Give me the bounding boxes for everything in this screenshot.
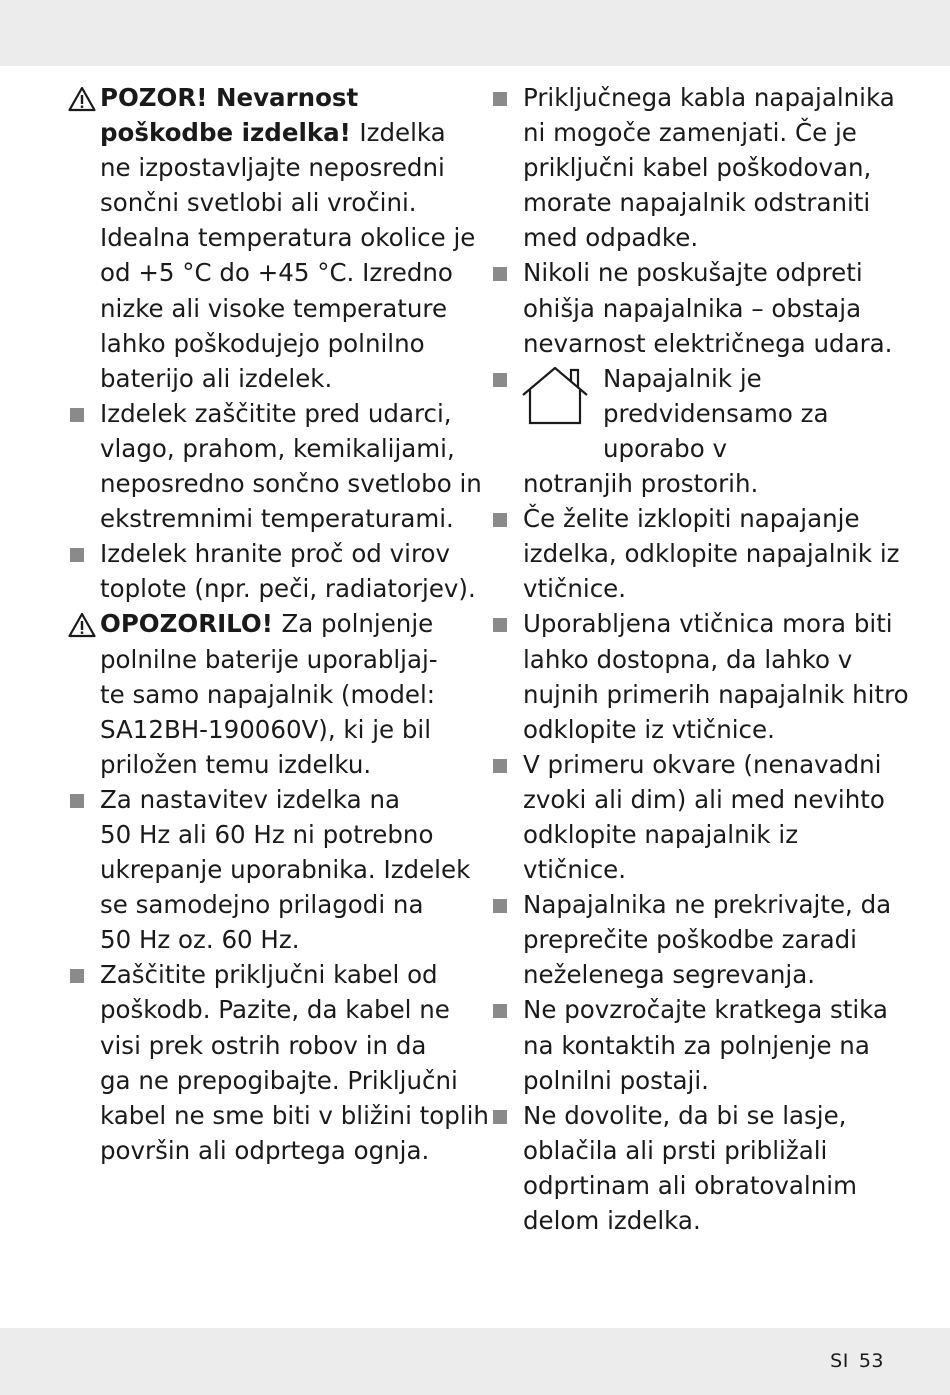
text-line (523, 606, 901, 641)
bullet-square-icon (493, 267, 507, 281)
text-line (523, 887, 901, 922)
bold-text: OPOZORILO! (100, 609, 282, 639)
bullet-square-icon (493, 1110, 507, 1124)
text-line (100, 291, 468, 326)
body-text: priložen temu izdelku. (100, 749, 372, 779)
bullet-item (68, 536, 476, 606)
language-code: SI (830, 1350, 849, 1372)
bullet-item (68, 396, 482, 536)
text-line (523, 677, 909, 712)
text-line (523, 1133, 901, 1168)
warning-triangle-icon (68, 86, 96, 112)
text-line (100, 1028, 468, 1063)
bullet-square-icon (493, 899, 507, 913)
body-text: sončni svetlobi ali vročini. (100, 188, 417, 218)
body-text: Ne povzročajte kratkega stika (523, 995, 888, 1025)
text-line (523, 80, 901, 115)
warning-triangle-icon (68, 612, 96, 638)
body-text: V primeru okvare (nenavadni (523, 749, 882, 779)
text-line (523, 255, 901, 290)
text-line (523, 536, 901, 571)
bullet-square-icon (493, 373, 507, 387)
body-text: odklopite iz vtičnice. (523, 714, 775, 744)
text-line (100, 466, 482, 501)
text-line (100, 606, 468, 641)
body-text: Uporabljena vtičnica mora biti (523, 609, 893, 639)
bullet-square-icon (493, 1004, 507, 1018)
text-line (100, 992, 468, 1027)
bullet-square-icon (493, 618, 507, 632)
text-line (100, 782, 468, 817)
body-text: Napajalnik je predviden (603, 363, 762, 428)
body-text: zvoki ali dim) ali med nevihto (523, 784, 885, 814)
body-text: preprečite poškodbe zaradi (523, 925, 857, 955)
text-line (100, 747, 468, 782)
body-text: ne izpostavljajte neposredni (100, 153, 445, 183)
text-line (100, 852, 471, 887)
body-text: notranjih prostorih. (523, 469, 759, 499)
text-line (523, 747, 901, 782)
text-line (100, 326, 468, 361)
text-line (523, 185, 901, 220)
body-text: polnilni postaji. (523, 1065, 709, 1095)
body-text: Izdelka (359, 118, 446, 148)
text-line (523, 642, 901, 677)
text-line (100, 642, 468, 677)
text-line (100, 571, 476, 606)
body-text: Izdelek hranite proč od virov (100, 539, 450, 569)
text-line (523, 220, 901, 255)
page-number: 53 (858, 1350, 884, 1372)
bullet-square-icon (70, 548, 84, 562)
text-line (523, 501, 901, 536)
bullet-item (491, 255, 901, 360)
body-text: vlago, prahom, kemikalijami, (100, 433, 455, 463)
bullet-square-icon (493, 759, 507, 773)
body-text: visi prek ostrih robov in da (100, 1030, 427, 1060)
text-line (523, 712, 901, 747)
text-line (523, 115, 901, 150)
body-text: poškodb. Pazite, da kabel ne (100, 995, 450, 1025)
warning-notice (68, 80, 476, 396)
body-text: ukrepanje uporabnika. Izdelek (100, 855, 471, 885)
bullet-item (491, 606, 909, 746)
body-text: Idealna temperatura okolice je (100, 223, 476, 253)
body-text: SA12BH-190060V), ki je bil (100, 714, 432, 744)
body-text: se samodejno prilagodi na (100, 890, 424, 920)
text-line (100, 115, 468, 150)
text-line (523, 150, 901, 185)
bullet-square-icon (493, 513, 507, 527)
text-line (100, 431, 468, 466)
text-line (100, 677, 468, 712)
bullet-item (491, 992, 901, 1097)
body-text: med odpadke. (523, 223, 699, 253)
body-text: te samo napajalnik (model: (100, 679, 436, 709)
body-text: izdelka, odklopite napajalnik iz (523, 539, 900, 569)
text-line (100, 1133, 468, 1168)
text-line (100, 712, 468, 747)
bullet-item (68, 782, 471, 957)
text-line (100, 396, 468, 431)
body-text: Za polnjenje (281, 609, 434, 639)
body-text: Napajalnika ne prekrivajte, da (523, 890, 892, 920)
body-text: priključni kabel poškodovan, (523, 153, 872, 183)
body-text: odklopite napajalnik iz (523, 819, 799, 849)
body-text: Če želite izklopiti napajanje (523, 504, 860, 534)
page-header-band (0, 0, 950, 66)
text-line (100, 255, 468, 290)
bullet-item (68, 957, 489, 1168)
text-line (523, 817, 901, 852)
page-footer (830, 1350, 884, 1372)
body-text: kabel ne sme biti v bližini toplih (100, 1100, 489, 1130)
bullet-item (491, 747, 901, 887)
text-line (523, 992, 901, 1027)
body-text: površin ali odprtega ognja. (100, 1135, 430, 1165)
body-text: samo za uporabo v (603, 398, 829, 463)
body-text: lahko poškodujejo polnilno (100, 328, 425, 358)
text-line (100, 887, 468, 922)
bullet-item (491, 501, 901, 606)
body-text: nevarnost električnega udara. (523, 328, 893, 358)
text-line (100, 185, 468, 220)
body-text: baterijo ali izdelek. (100, 363, 333, 393)
text-line (523, 782, 901, 817)
body-text: ekstremnimi temperaturami. (100, 504, 454, 534)
body-text: od +5 °C do +45 °C. Izredno (100, 258, 453, 288)
body-text: Izdelek zaščitite pred udarci, (100, 398, 452, 428)
body-text: vtičnice. (523, 855, 627, 885)
text-line (523, 291, 901, 326)
left-column (68, 80, 489, 1168)
body-text: Priključnega kabla napajalnika (523, 83, 895, 112)
house-icon (521, 365, 589, 427)
body-text: odprtinam ali obratovalnim (523, 1170, 857, 1200)
body-text: Ne dovolite, da bi se lasje, (523, 1100, 847, 1130)
warning-notice (68, 606, 468, 781)
body-text: neželenega segrevanja. (523, 960, 816, 990)
body-text: 50 Hz oz. 60 Hz. (100, 925, 300, 955)
right-column (491, 80, 909, 1238)
text-line (523, 1203, 901, 1238)
body-text: na kontaktih za polnjenje na (523, 1030, 870, 1060)
text-line (100, 922, 468, 957)
text-line (523, 1098, 901, 1133)
body-text: nujnih primerih napajalnik hitro (523, 679, 909, 709)
page-footer-band (0, 1328, 950, 1395)
body-text: polnilne baterije uporabljaj- (100, 644, 438, 674)
body-text: ohišja napajalnika – obstaja (523, 293, 862, 323)
body-text: Zaščitite priključni kabel od (100, 960, 438, 990)
body-text: Za nastavitev izdelka na (100, 784, 400, 814)
body-text: Nikoli ne poskušajte odpreti (523, 258, 863, 288)
body-text: ga ne prepogibajte. Priključni (100, 1065, 458, 1095)
text-line (523, 852, 901, 887)
body-text: lahko dostopna, da lahko v (523, 644, 853, 674)
text-line (100, 220, 476, 255)
text-line (100, 80, 468, 115)
bullet-square-icon (493, 92, 507, 106)
body-text: oblačila ali prsti približali (523, 1135, 828, 1165)
text-line (523, 922, 901, 957)
text-line (523, 957, 901, 992)
body-text: delom izdelka. (523, 1206, 701, 1235)
bullet-square-icon (70, 969, 84, 983)
body-text: 50 Hz ali 60 Hz ni potrebno (100, 819, 434, 849)
text-line (100, 817, 468, 852)
body-text: nizke ali visoke temperature (100, 293, 448, 323)
body-text: morate napajalnik odstraniti (523, 188, 871, 218)
indoor-use-notice (491, 361, 901, 501)
bullet-item (491, 887, 901, 992)
text-line (100, 361, 468, 396)
text-line (100, 501, 468, 536)
text-line (523, 571, 901, 606)
bullet-square-icon (70, 408, 84, 422)
body-text: toplote (npr. peči, radiatorjev). (100, 574, 476, 604)
bullet-square-icon (70, 794, 84, 808)
text-line (100, 150, 468, 185)
text-line (100, 1063, 468, 1098)
text-line (523, 1063, 901, 1098)
bullet-item (491, 80, 901, 255)
text-line (523, 1028, 901, 1063)
bold-text: poškodbe izdelka! (100, 118, 360, 148)
text-line (100, 536, 468, 571)
text-line (523, 326, 901, 361)
body-text: neposredno sončno svetlobo in (100, 469, 482, 499)
bullet-item (491, 1098, 901, 1238)
bold-text: POZOR! Nevarnost (100, 83, 359, 112)
text-line (523, 1168, 901, 1203)
body-text: vtičnice. (523, 574, 627, 604)
text-line (100, 957, 468, 992)
text-line (100, 1098, 489, 1133)
body-text: ni mogoče zamenjati. Če je (523, 118, 857, 148)
text-line (523, 469, 758, 498)
